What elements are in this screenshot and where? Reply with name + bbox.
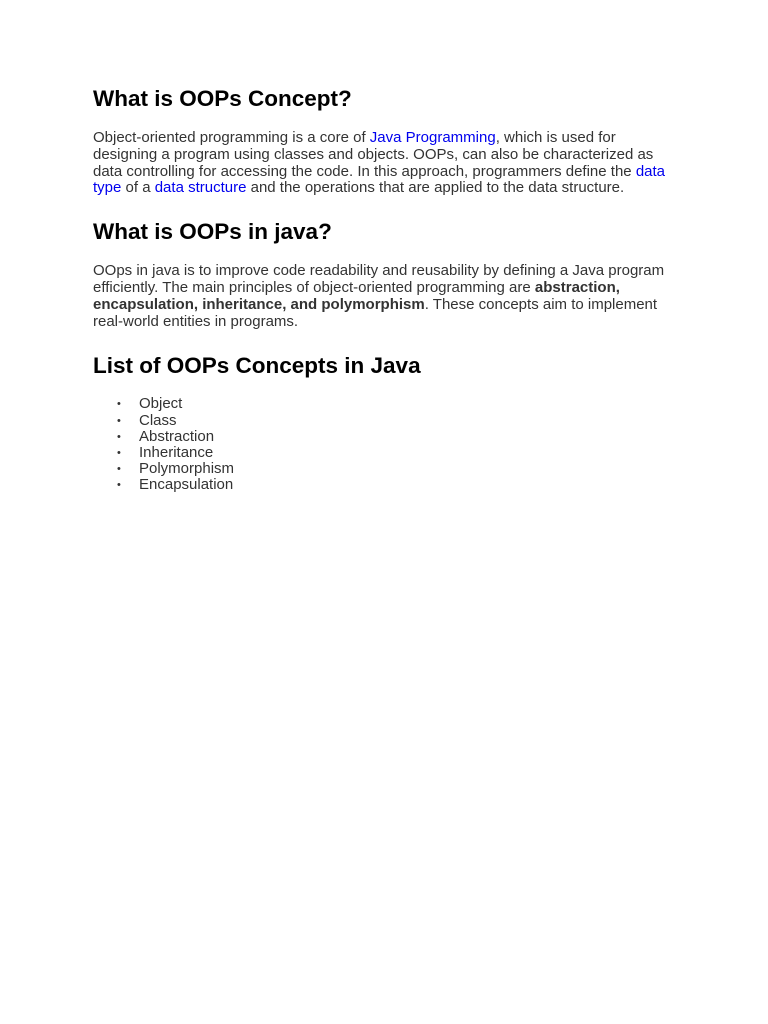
- text-span: Object-oriented programming is a core of: [93, 129, 370, 146]
- text-span: , which is used for designing a program using classes and objects. OOPs, can also be characterized as data controlling for accessing the code. In this approach, programmers define the: [93, 129, 654, 180]
- list-item-label: Class: [139, 411, 177, 429]
- bullet-icon: •: [117, 414, 121, 427]
- list-item-label: Encapsulation: [139, 476, 234, 494]
- heading-oops-concepts-list: List of OOPs Concepts in Java: [93, 353, 421, 379]
- section-oops-in-java: [93, 217, 675, 330]
- link-data-type[interactable]: data type: [93, 162, 666, 197]
- list-item: [117, 427, 675, 445]
- concepts-list: [93, 396, 675, 493]
- list-item: [117, 395, 675, 413]
- bullet-icon: •: [117, 398, 121, 411]
- bullet-icon: •: [117, 463, 121, 476]
- section-oops-concepts-list: [93, 351, 675, 493]
- list-item: [117, 443, 675, 461]
- bullet-icon: •: [117, 430, 121, 443]
- paragraph-oops-concept: [93, 130, 675, 197]
- section-oops-concept: [93, 84, 675, 197]
- text-span: and the operations that are applied to the data structure.: [246, 179, 625, 197]
- paragraph-oops-in-java: [93, 263, 675, 330]
- list-item-label: Abstraction: [139, 427, 215, 445]
- list-item: [117, 411, 675, 429]
- heading-oops-in-java: What is OOPs in java?: [93, 219, 332, 245]
- list-item: [117, 460, 675, 478]
- link-java-programming[interactable]: Java Programming: [369, 129, 496, 146]
- text-span: of a: [121, 179, 155, 197]
- link-data-structure[interactable]: data structure: [154, 179, 247, 197]
- bullet-icon: •: [117, 479, 121, 492]
- heading-oops-concept: What is OOPs Concept?: [93, 86, 352, 111]
- bullet-icon: •: [117, 446, 121, 459]
- list-item-label: Inheritance: [139, 443, 214, 461]
- principles-bold-text: abstraction, encapsulation, inheritance, and polymorphism: [93, 278, 620, 313]
- list-item-label: Object: [139, 395, 183, 413]
- list-item: [117, 476, 675, 494]
- text-span: OOps in java is to improve code readability and reusability by defining a Java program efficiently. The main principles of object-oriented programming are: [93, 262, 665, 296]
- text-span: . These concepts aim to implement real-world entities in programs.: [93, 295, 658, 330]
- list-item-label: Polymorphism: [139, 460, 235, 478]
